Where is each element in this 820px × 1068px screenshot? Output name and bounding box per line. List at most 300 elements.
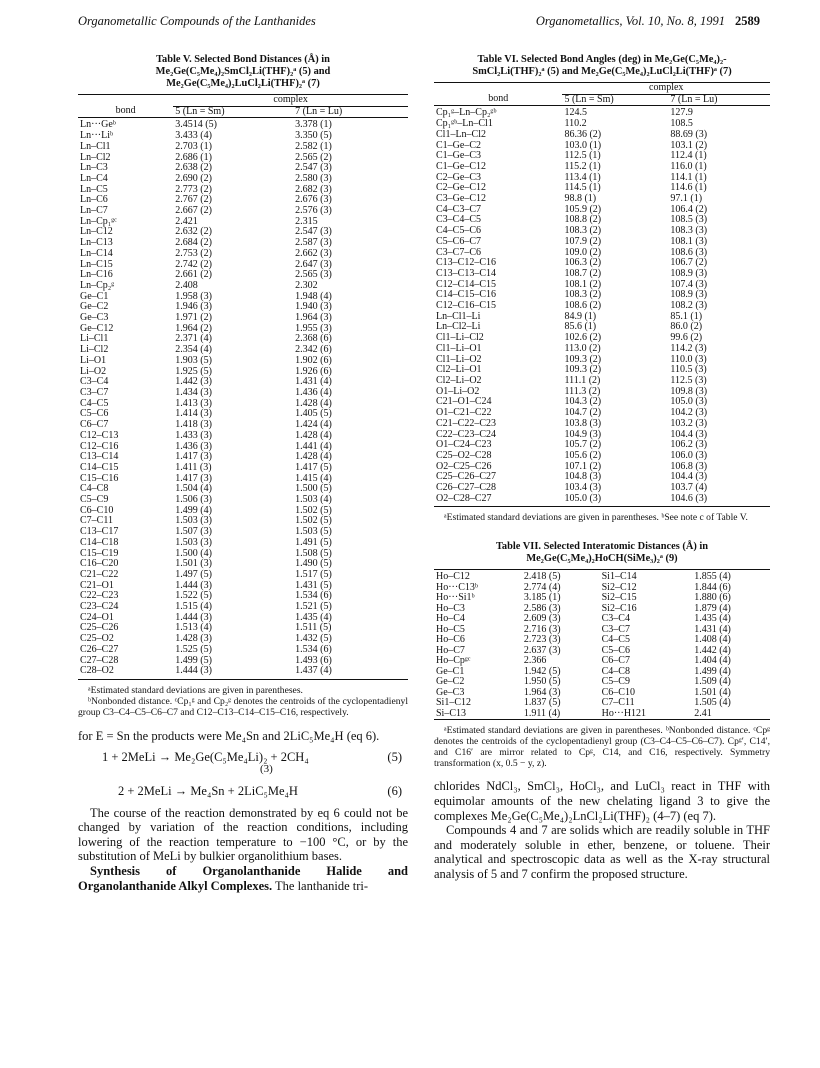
table7-cell-dist-a: 2.774 (4) [523, 581, 561, 593]
table6-col-bond: bond [488, 93, 509, 105]
table6-cell-sm: 85.6 (1) [564, 321, 597, 333]
table5-row [78, 356, 408, 367]
table6-row [434, 322, 770, 333]
table5-row [78, 388, 408, 399]
table5-cell-sm: 1.522 (5) [175, 590, 212, 602]
table5-row [78, 249, 408, 260]
table5-cell-bond: C22–C23 [80, 590, 119, 602]
table6-cell-lu: 108.6 (3) [670, 246, 708, 258]
table7-cell-bond-b: C5–C6 [601, 644, 630, 656]
table5-cell-lu: 2.582 (1) [295, 140, 332, 152]
table5-cell-lu: 1.511 (5) [295, 622, 332, 634]
table5-cell-lu: 1.428 (4) [295, 397, 332, 409]
table5-row [78, 118, 408, 131]
table5-cell-bond: Ln–C13 [80, 237, 113, 249]
table5-cell-sm: 1.501 (3) [175, 558, 212, 570]
table5-row [78, 538, 408, 549]
table5-cell-lu: 2.368 (6) [295, 333, 332, 345]
table6-col-lu: 7 (Ln = Lu) [670, 93, 718, 105]
table5-row [78, 474, 408, 485]
equation-6 [78, 784, 408, 800]
table5-row [78, 581, 408, 592]
table5-cell-lu: 2.580 (3) [295, 172, 332, 184]
table5-cell-sm: 1.414 (3) [175, 408, 212, 420]
table5-cell-bond: C5–C6 [80, 408, 109, 420]
table6-cell-sm: 111.3 (2) [564, 385, 601, 397]
table6-cell-bond: Cl1–Ln–Cl2 [436, 128, 487, 140]
table5-row [78, 131, 408, 142]
table6-cell-sm: 104.8 (3) [564, 471, 602, 483]
table5-cell-sm: 1.442 (3) [175, 376, 212, 388]
table7-cell-dist-a: 1.942 (5) [523, 665, 561, 677]
table5-cell-sm: 2.767 (2) [175, 194, 212, 206]
table6-cell-bond: C3–C4–C5 [436, 214, 482, 226]
table6-footnotes [434, 512, 770, 523]
table7-cell-bond-b: C7–C11 [601, 697, 635, 709]
table5-cell-bond: C23–C24 [80, 601, 119, 613]
table6-cell-bond: C12–C14–C15 [436, 278, 497, 290]
table5-cell-bond: C6–C7 [80, 419, 109, 431]
table6-cell-lu: 103.7 (4) [670, 482, 708, 494]
table7-body [434, 570, 770, 720]
left-body-text [78, 729, 408, 744]
table6-cell-lu: 112.4 (1) [670, 150, 707, 162]
table6-row [434, 333, 770, 344]
table5-cell-lu: 1.940 (3) [295, 301, 332, 313]
table6-cell-sm: 109.3 (2) [564, 353, 602, 365]
table7-cell-dist-b: 1.509 (4) [694, 676, 731, 688]
table6-cell-sm: 106.3 (2) [564, 257, 602, 269]
table5-row [78, 399, 408, 410]
table6 [434, 82, 770, 507]
table5-cell-bond: Ln–C5 [80, 183, 108, 195]
table6-cell-lu: 108.5 (3) [670, 214, 708, 226]
table6-title-line2: SmCl₂Li(THF)₂ᵃ (5) and Me₂Ge(C₅Me₄)₂LuCl₂Li(THF)ᵃ (7) [472, 66, 732, 77]
table5-cell-lu: 1.503 (5) [295, 526, 332, 538]
table6-cell-bond: C14–C15–C16 [436, 289, 497, 301]
table7-cell-bond-a: Ho–C5 [436, 623, 465, 635]
table7-title-line2: Me₂Ge(C₅Me₄)₂HoCH(SiMe₃)₂ᵃ (9) [526, 553, 678, 565]
table5-cell-sm: 1.515 (4) [175, 601, 212, 613]
table7-cell-dist-b: 1.844 (6) [694, 581, 731, 593]
table5-cell-lu: 2.576 (3) [295, 205, 332, 217]
table6-title [434, 54, 770, 78]
equation-5-label: (3) [260, 762, 273, 775]
table6-cell-bond: C12–C16–C15 [436, 300, 497, 312]
table5-row [78, 602, 408, 613]
table7-cell-bond-b: C3–C7 [601, 623, 630, 635]
table6-cell-sm: 108.3 (2) [564, 225, 602, 237]
table5-cell-lu: 2.547 (3) [295, 226, 332, 238]
table6-cell-lu: 114.6 (1) [670, 182, 707, 194]
table5-cell-bond: C6–C10 [80, 504, 114, 516]
table5-cell-lu: 2.647 (3) [295, 258, 332, 270]
table6-row [434, 494, 770, 507]
table6-cell-sm: 105.0 (3) [562, 494, 668, 507]
table5-col-lu: 7 (Ln = Lu) [295, 105, 343, 117]
table5-cell-bond: C13–C14 [80, 451, 119, 463]
table6-cell-sm: 108.7 (2) [564, 267, 602, 279]
table6-cell-lu: 116.0 (1) [670, 160, 707, 172]
table5-row [78, 452, 408, 463]
paragraph-eq6-intro: for E = Sn the products were Me₄Sn and 2LiC₅Me₄H (eq 6). [78, 728, 380, 743]
table6-cell-lu: 106.4 (2) [670, 203, 708, 215]
table7-title-line1: Table VII. Selected Interatomic Distances (Å) in [495, 541, 709, 553]
table5-cell-bond: C4–C5 [80, 397, 109, 409]
table5-cell-sm: 2.371 (4) [175, 333, 212, 345]
table5-row [78, 623, 408, 634]
table6-cell-bond: C22–C23–C24 [436, 428, 497, 440]
table7-cell-bond-a: Ho–Cpᵍᶜ [436, 655, 471, 667]
table6-cell-lu: 108.5 [670, 118, 693, 130]
table5-cell-lu: 1.441 (4) [295, 440, 332, 452]
table6-cell-sm: 103.8 (3) [564, 417, 602, 429]
table5-cell-sm: 2.661 (2) [175, 269, 212, 281]
right-body-text [434, 779, 770, 881]
table5-cell-bond: C21–C22 [80, 568, 119, 580]
table5-row [78, 345, 408, 356]
table6-cell-bond: O1–Li–O2 [436, 385, 480, 397]
table5-cell-sm: 1.525 (5) [175, 643, 212, 655]
table7-cell-bond-b: Si2–C16 [601, 602, 637, 614]
table7-cell-bond-b: C4–C8 [601, 665, 630, 677]
table6-cell-bond: C1–Ge–C12 [436, 160, 486, 172]
table6-cell-lu: 106.0 (3) [670, 449, 708, 461]
left-column [78, 54, 408, 893]
table6-cell-bond: C21–O1–C24 [436, 396, 492, 408]
table6-col-sm: 5 (Ln = Sm) [564, 93, 614, 105]
table5-row [78, 227, 408, 238]
table5-cell-lu: 2.565 (2) [295, 151, 332, 163]
table5-cell-bond: C7–C11 [80, 515, 113, 527]
table5-cell-sm: 1.925 (5) [175, 365, 212, 377]
table5-cell-sm: 2.690 (2) [175, 172, 212, 184]
table7-cell-bond-b: C5–C9 [601, 676, 630, 688]
table6-cell-sm: 113.4 (1) [564, 171, 601, 183]
table5-cell-sm: 1.497 (5) [175, 568, 212, 580]
table6-body [434, 106, 770, 507]
table6-row [434, 226, 770, 237]
table7-cell-dist-a: 1.964 (3) [523, 686, 561, 698]
table6-cell-sm: 107.1 (2) [564, 460, 602, 472]
table6-cell-lu: 108.3 (3) [670, 225, 708, 237]
table5-cell-bond: C5–C9 [80, 494, 109, 506]
table6-cell-lu: 86.0 (2) [670, 321, 703, 333]
table7-cell-bond-a: Ho–C4 [436, 613, 465, 625]
table5-cell-sm: 2.703 (1) [175, 140, 212, 152]
table5-cell-sm: 1.513 (4) [175, 622, 212, 634]
table5-cell-sm: 1.964 (2) [175, 322, 212, 334]
table7-cell-dist-a: 1.911 (4) [522, 709, 600, 720]
table5-cell-lu: 2.662 (3) [295, 247, 332, 259]
table5-cell-lu: 1.493 (6) [295, 654, 332, 666]
table7-cell-bond-a: Ge–C2 [436, 676, 465, 688]
table5-cell-lu: 1.428 (4) [295, 429, 332, 441]
table5-cell-sm: 2.408 [175, 279, 198, 291]
table6-cell-bond: O1–C21–C22 [436, 407, 492, 419]
table6-cell-sm: 104.7 (2) [564, 407, 602, 419]
table5-cell-lu: 1.517 (5) [295, 568, 332, 580]
table5-cell-bond: Ln···Geᵇ [80, 119, 116, 131]
table5-cell-sm: 2.684 (2) [175, 237, 212, 249]
table5-cell-sm: 3.433 (4) [175, 130, 212, 142]
table5-cell-bond: Ln–C15 [80, 258, 113, 270]
table6-cell-bond: C13–C12–C16 [436, 257, 497, 269]
table5-body [78, 118, 408, 680]
table5-cell-lu: 2.587 (3) [295, 237, 332, 249]
table5-cell-sm: 3.4514 (5) [175, 119, 217, 131]
table5-row [78, 217, 408, 228]
table6-cell-sm: 113.0 (2) [564, 342, 601, 354]
table5-cell-bond: Li–O2 [80, 365, 107, 377]
paragraph-reaction-course: The course of the reaction demonstrated by eq 6 could not be changed by variation of the reaction conditions, including lowering of the reaction temperature to −100 °C, or by the substitution of MeLi by bulkier organolithium bases. [78, 805, 408, 864]
table5-cell-lu: 1.428 (4) [295, 451, 332, 463]
table5-cell-sm: 2.638 (2) [175, 162, 212, 174]
paragraph-synthesis [78, 864, 408, 893]
table6-cell-bond: Cl1–Li–Cl2 [436, 332, 484, 344]
table5-cell-sm: 1.946 (3) [175, 301, 212, 313]
table5-cell-sm: 1.504 (4) [175, 483, 212, 495]
table7-cell-bond-b: Si2–C12 [601, 581, 637, 593]
table6-cell-bond: Cp₁ᵍ–Ln–Cp₂ᵍᵇ [436, 107, 497, 119]
table6-row [434, 205, 770, 216]
table5-row [78, 645, 408, 656]
table5-cell-sm: 1.444 (3) [175, 611, 212, 623]
table6-cell-bond: C3–C7–C6 [436, 246, 482, 258]
table5-cell-lu: 1.534 (6) [295, 643, 332, 655]
table6-row [434, 376, 770, 387]
table7-cell-bond-b: C6–C10 [601, 686, 635, 698]
table5-row [78, 431, 408, 442]
table5-cell-bond: C25–O2 [80, 633, 114, 645]
table6-cell-sm: 109.3 (2) [564, 364, 602, 376]
table5-title [78, 54, 408, 90]
table5-footnote-b: ᵇNonbonded distance. ᶜCp₁ᵍ and Cp₂ᵍ denotes the centroids of the cyclopentadienyl group C3–C4–C5–C6–C7 and C12–C13–C14–C15–C16, respectively. [78, 695, 408, 718]
table5-cell-bond: C13–C17 [80, 526, 119, 538]
table6-row [434, 237, 770, 248]
table5-group-header: complex [173, 95, 408, 107]
table5-cell-bond: Ln–Cl1 [80, 140, 111, 152]
table6-cell-sm: 108.8 (2) [564, 214, 602, 226]
table6-cell-bond: C3–Ge–C12 [436, 193, 486, 205]
table7-cell-dist-b: 1.501 (4) [694, 686, 731, 698]
table5-row [78, 292, 408, 303]
table5-cell-lu: 1.964 (3) [295, 312, 332, 324]
table6-cell-bond: Ln–Cl2–Li [436, 321, 481, 333]
table5-cell-bond: C26–C27 [80, 643, 119, 655]
table6-cell-lu: 108.9 (3) [670, 267, 708, 279]
table5-cell-sm: 1.417 (3) [175, 472, 212, 484]
table6-cell-bond: C4–C3–C7 [436, 203, 482, 215]
table6-cell-sm: 109.0 (2) [564, 246, 602, 258]
table5-row [78, 153, 408, 164]
table6-cell-lu: 110.5 (3) [670, 364, 707, 376]
table5-row [78, 613, 408, 624]
table6-cell-lu: 97.1 (1) [670, 193, 703, 205]
paragraph-chlorides: chlorides NdCl₃, SmCl₃, HoCl₃, and LuCl₃ react in THF with equimolar amounts of the new chelating ligand 3 to give the complexes Me₂Ge(C₅Me₄)₂LnCl₂Li(THF)₂ (4–7) (eq 7). [434, 779, 770, 823]
table5-cell-sm: 1.434 (3) [175, 386, 212, 398]
table5-cell-sm: 2.354 (4) [175, 344, 212, 356]
table5-cell-bond: C15–C19 [80, 547, 119, 559]
table5-cell-bond: Ln–C3 [80, 162, 108, 174]
table7-cell-bond-b: C3–C4 [601, 613, 630, 625]
table5-cell-lu: 1.955 (3) [295, 322, 332, 334]
table5-cell-bond: Li–Cl2 [80, 344, 109, 356]
table5-cell-lu: 2.302 [295, 279, 318, 291]
table5-cell-lu: 1.502 (5) [295, 504, 332, 516]
table6-cell-bond: C1–Ge–C3 [436, 150, 481, 162]
table5-row [78, 527, 408, 538]
table7-cell-dist-b: 1.442 (4) [694, 644, 731, 656]
table7-cell-bond-a: Ho–C7 [436, 644, 465, 656]
table5-footnote-a: ᵃEstimated standard deviations are given in parentheses. [88, 684, 303, 696]
table5-cell-lu: 2.676 (3) [295, 194, 332, 206]
table6-title-line1: Table VI. Selected Bond Angles (deg) in Me₂Ge(C₅Me₄)₂- [477, 54, 727, 65]
table7-cell-dist-b: 1.435 (4) [694, 613, 731, 625]
table5-row [78, 367, 408, 378]
table6-cell-lu: 107.4 (3) [670, 278, 708, 290]
table7-cell-dist-b: 1.431 (4) [694, 623, 731, 635]
table6-cell-lu: 106.8 (3) [670, 460, 708, 472]
table5-cell-bond: Ln–C6 [80, 194, 108, 206]
table6-cell-lu: 114.2 (3) [670, 342, 707, 354]
table7-cell-bond-a: Ho···Si1ᵇ [436, 592, 475, 604]
table5-cell-lu: 1.490 (5) [295, 558, 332, 570]
table5-cell-bond: C12–C13 [80, 429, 119, 441]
table5-row [78, 260, 408, 271]
table7-cell-dist-b: 1.499 (4) [694, 665, 731, 677]
table7-cell-dist-b: 1.404 (4) [694, 655, 731, 667]
table5-cell-lu: 1.491 (5) [295, 536, 332, 548]
table5-row [78, 559, 408, 570]
table7-cell-dist-a: 2.586 (3) [523, 602, 561, 614]
table6-cell-bond: O2–C28–C27 [434, 494, 562, 507]
table5-cell-lu: 3.350 (5) [295, 130, 332, 142]
table6-row [434, 344, 770, 355]
table5-cell-sm: 1.500 (4) [175, 547, 212, 559]
table7-cell-bond-a: Ge–C3 [436, 686, 465, 698]
table5-cell-bond: C3–C7 [80, 386, 109, 398]
table5-cell-sm: 1.958 (3) [175, 290, 212, 302]
table5-cell-bond: C15–C16 [80, 472, 119, 484]
table5-cell-bond: C25–C26 [80, 622, 119, 634]
table6-cell-sm: 108.6 (2) [564, 300, 602, 312]
table6-cell-sm: 108.1 (2) [564, 278, 602, 290]
table5-cell-lu: 1.417 (5) [295, 461, 332, 473]
table7-cell-dist-b: 1.408 (4) [694, 634, 731, 646]
table6-cell-lu: 108.2 (3) [670, 300, 708, 312]
running-head [78, 14, 760, 32]
table5-cell-bond: C4–C8 [80, 483, 109, 495]
table5-cell-sm: 1.507 (3) [175, 526, 212, 538]
table5-cell-lu: 1.435 (4) [295, 611, 332, 623]
equation-6-expression: 2 + 2MeLi → Me₄Sn + 2LiC₅Me₄H [118, 783, 298, 798]
table7-cell-dist-a: 2.716 (3) [523, 623, 561, 635]
equation-5-number: (5) [387, 749, 402, 764]
table5-cell-bond: C3–C4 [80, 376, 109, 388]
table5-cell-lu: 1.926 (6) [295, 365, 332, 377]
table5-row [78, 238, 408, 249]
table5-row [78, 666, 408, 679]
table6-cell-bond: C25–C26–C27 [436, 471, 497, 483]
table6-cell-lu: 108.1 (3) [670, 235, 708, 247]
table5-cell-bond: Ln–Cp₁ᵍᶜ [80, 215, 117, 227]
table5-row [78, 270, 408, 281]
table6-cell-lu: 103.2 (3) [670, 417, 708, 429]
table6-cell-bond: C1–Ge–C2 [436, 139, 481, 151]
table5-cell-bond: Ln···Liᵇ [80, 130, 114, 142]
table5-cell-sm: 2.686 (1) [175, 151, 212, 163]
table5-row [78, 313, 408, 324]
table5-row [78, 334, 408, 345]
table7-cell-dist-a: 2.418 (5) [522, 570, 600, 583]
page-number: 2589 [735, 14, 760, 28]
table5-cell-bond: C14–C18 [80, 536, 119, 548]
table5-cell-sm: 1.444 (3) [173, 666, 293, 679]
running-head-journal [536, 14, 760, 29]
left-body-text-2 [78, 806, 408, 894]
table5-cell-sm: 2.421 [175, 215, 198, 227]
table5-cell-sm: 1.417 (3) [175, 451, 212, 463]
table7-cell-dist-a: 1.950 (5) [523, 676, 561, 688]
table5-cell-bond: Ge–C1 [80, 290, 109, 302]
table5-cell-lu: 1.500 (5) [295, 483, 332, 495]
table5-cell-bond: Ln–C7 [80, 205, 108, 217]
table6-row [434, 215, 770, 226]
table5-title-line3: Me₂Ge(C₅Me₄)₂LuCl₂Li(THF)₂ᵃ (7) [166, 78, 320, 89]
table5-row [78, 549, 408, 560]
table7-row [434, 709, 770, 720]
table5-cell-bond: Ge–C3 [80, 312, 109, 324]
table6-cell-bond: Cl2–Li–O2 [436, 374, 482, 386]
table6-row [434, 355, 770, 366]
table7-cell-bond-a: Ge–C1 [436, 665, 465, 677]
table6-cell-sm: 104.3 (2) [564, 396, 602, 408]
table7-cell-bond-b: C4–C5 [601, 634, 630, 646]
table7 [434, 569, 770, 720]
table6-cell-sm: 103.4 (3) [564, 482, 602, 494]
table7-cell-dist-b: 2.41 [692, 709, 770, 720]
table5-cell-sm: 1.444 (3) [175, 579, 212, 591]
table5-cell-sm: 2.632 (2) [175, 226, 212, 238]
table5-cell-lu: 2.315 [295, 215, 318, 227]
table6-row [434, 130, 770, 141]
table6-cell-sm: 124.5 [564, 107, 587, 119]
table6-cell-sm: 103.0 (1) [564, 139, 602, 151]
table6-row [434, 301, 770, 312]
table7-cell-bond-b: C6–C7 [601, 655, 630, 667]
table5-cell-bond: C27–C28 [80, 654, 119, 666]
table7-cell-bond-a: Si1–C12 [436, 697, 472, 709]
table6-cell-sm: 102.6 (2) [564, 332, 602, 344]
table7-footnote: ᵃEstimated standard deviations are given in parentheses. ᵇNonbonded distance. ᶜCpᵍ denotes the centroids of the cyclopentadienyl group (C3–C4–C5–C6–C7). Cpᵍ′, C14′, and C16′ are mirror related to Cpᵍ, C14, and C16, respectively. Symmetry transformation (x, 0.5 − y, z). [434, 725, 770, 770]
table5-cell-bond: C24–O1 [80, 611, 114, 623]
table5-row [78, 484, 408, 495]
table7-row [434, 570, 770, 583]
table7-cell-dist-a: 1.837 (5) [523, 697, 561, 709]
table5-cell-sm: 1.499 (5) [175, 654, 212, 666]
table6-cell-bond: C21–C22–C23 [436, 417, 497, 429]
table6-cell-lu: 104.4 (3) [670, 428, 708, 440]
table5-cell-bond: C12–C16 [80, 440, 119, 452]
table6-cell-lu: 112.5 (3) [670, 374, 707, 386]
table5-cell-sm: 1.506 (3) [175, 494, 212, 506]
table5-col-sm: 5 (Ln = Sm) [175, 105, 225, 117]
table5-row [78, 206, 408, 217]
table6-row [434, 141, 770, 152]
table6-row [434, 451, 770, 462]
table5-cell-bond: Ln–C12 [80, 226, 113, 238]
